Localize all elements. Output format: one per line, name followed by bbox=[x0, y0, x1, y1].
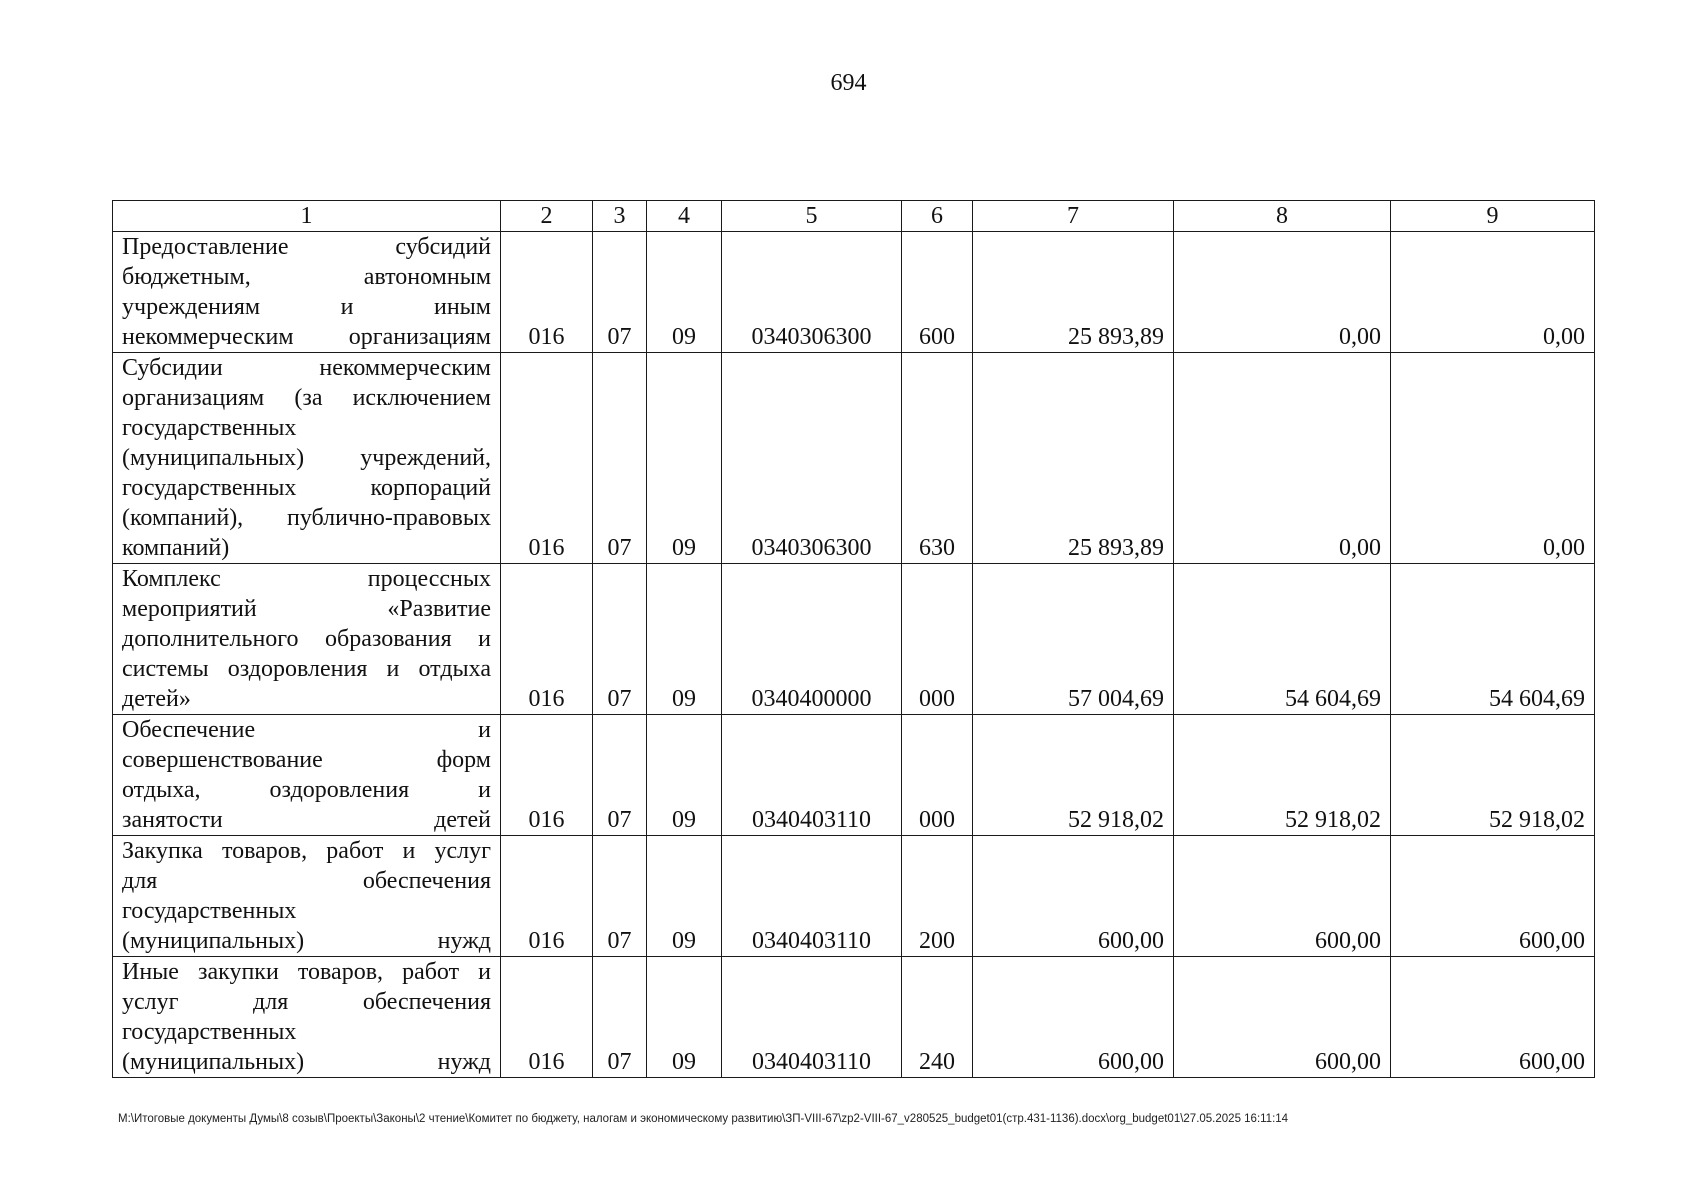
target-article-code: 0340403110 bbox=[722, 715, 902, 836]
row-description bbox=[113, 715, 501, 836]
description-line: государственных bbox=[122, 415, 297, 441]
amount-col7: 600,00 bbox=[973, 836, 1174, 957]
description-line: учреждениям и иным bbox=[122, 294, 491, 320]
description-line: (компаний), публично-правовых bbox=[122, 505, 491, 531]
ministry-code: 016 bbox=[501, 232, 593, 353]
col-header-6: 6 bbox=[902, 201, 973, 232]
amount-col8: 600,00 bbox=[1174, 836, 1391, 957]
ministry-code: 016 bbox=[501, 564, 593, 715]
amount-col8: 52 918,02 bbox=[1174, 715, 1391, 836]
row-description bbox=[113, 957, 501, 1078]
description-line: компаний) bbox=[122, 535, 230, 561]
description-line: дополнительного образования и bbox=[122, 626, 491, 652]
subsection-code: 09 bbox=[647, 232, 722, 353]
description-line: Обеспечение и bbox=[122, 717, 491, 743]
description-line: Комплекс процессных bbox=[122, 566, 491, 592]
amount-col8: 54 604,69 bbox=[1174, 564, 1391, 715]
ministry-code: 016 bbox=[501, 957, 593, 1078]
table-row bbox=[113, 836, 1595, 957]
amount-col9: 600,00 bbox=[1391, 836, 1595, 957]
col-header-8: 8 bbox=[1174, 201, 1391, 232]
amount-col8: 0,00 bbox=[1174, 232, 1391, 353]
target-article-code: 0340306300 bbox=[722, 353, 902, 564]
amount-col9: 0,00 bbox=[1391, 353, 1595, 564]
description-line: (муниципальных) нужд bbox=[122, 1049, 491, 1075]
target-article-code: 0340400000 bbox=[722, 564, 902, 715]
amount-col7: 25 893,89 bbox=[973, 353, 1174, 564]
expense-type-code: 630 bbox=[902, 353, 973, 564]
col-header-1: 1 bbox=[113, 201, 501, 232]
description-line: услуг для обеспечения bbox=[122, 989, 491, 1015]
subsection-code: 09 bbox=[647, 353, 722, 564]
amount-col8: 0,00 bbox=[1174, 353, 1391, 564]
col-header-2: 2 bbox=[501, 201, 593, 232]
description-line: Предоставление субсидий bbox=[122, 234, 491, 260]
description-line: системы оздоровления и отдыха bbox=[122, 656, 491, 682]
amount-col9: 54 604,69 bbox=[1391, 564, 1595, 715]
description-line: государственных bbox=[122, 1019, 297, 1045]
expense-type-code: 600 bbox=[902, 232, 973, 353]
amount-col8: 600,00 bbox=[1174, 957, 1391, 1078]
table-row bbox=[113, 564, 1595, 715]
description-line: для обеспечения bbox=[122, 868, 491, 894]
budget-table bbox=[112, 200, 1595, 1078]
page-number: 694 bbox=[830, 70, 867, 96]
amount-col9: 52 918,02 bbox=[1391, 715, 1595, 836]
description-line: мероприятий «Развитие bbox=[122, 596, 491, 622]
description-line: совершенствование форм bbox=[122, 747, 491, 773]
description-line: детей» bbox=[122, 686, 191, 712]
col-header-7: 7 bbox=[973, 201, 1174, 232]
description-line: (муниципальных) учреждений, bbox=[122, 445, 491, 471]
description-line: занятости детей bbox=[122, 807, 491, 833]
header-row bbox=[113, 201, 1595, 232]
expense-type-code: 000 bbox=[902, 715, 973, 836]
section-code: 07 bbox=[593, 836, 647, 957]
table-row bbox=[113, 957, 1595, 1078]
expense-type-code: 000 bbox=[902, 564, 973, 715]
description-line: Закупка товаров, работ и услуг bbox=[122, 838, 491, 864]
amount-col9: 600,00 bbox=[1391, 957, 1595, 1078]
ministry-code: 016 bbox=[501, 353, 593, 564]
section-code: 07 bbox=[593, 715, 647, 836]
amount-col9: 0,00 bbox=[1391, 232, 1595, 353]
description-line: некоммерческим организациям bbox=[122, 324, 491, 350]
subsection-code: 09 bbox=[647, 957, 722, 1078]
col-header-4: 4 bbox=[647, 201, 722, 232]
section-code: 07 bbox=[593, 232, 647, 353]
section-code: 07 bbox=[593, 957, 647, 1078]
description-line: бюджетным, автономным bbox=[122, 264, 491, 290]
col-header-3: 3 bbox=[593, 201, 647, 232]
amount-col7: 52 918,02 bbox=[973, 715, 1174, 836]
row-description bbox=[113, 353, 501, 564]
section-code: 07 bbox=[593, 353, 647, 564]
description-line: организациям (за исключением bbox=[122, 385, 491, 411]
description-line: Субсидии некоммерческим bbox=[122, 355, 491, 381]
ministry-code: 016 bbox=[501, 715, 593, 836]
row-description bbox=[113, 836, 501, 957]
description-line: (муниципальных) нужд bbox=[122, 928, 491, 954]
col-header-9: 9 bbox=[1391, 201, 1595, 232]
description-line: Иные закупки товаров, работ и bbox=[122, 959, 491, 985]
amount-col7: 57 004,69 bbox=[973, 564, 1174, 715]
ministry-code: 016 bbox=[501, 836, 593, 957]
expense-type-code: 200 bbox=[902, 836, 973, 957]
col-header-5: 5 bbox=[722, 201, 902, 232]
target-article-code: 0340306300 bbox=[722, 232, 902, 353]
section-code: 07 bbox=[593, 564, 647, 715]
row-description bbox=[113, 232, 501, 353]
row-description bbox=[113, 564, 501, 715]
target-article-code: 0340403110 bbox=[722, 957, 902, 1078]
document-path-footer: M:\Итоговые документы Думы\8 созыв\Проекты\Законы\2 чтение\Комитет по бюджету, налогам и экономическому развитию\ЗП-VIII-67\zp2-VIII-67_v280525_budget01(стр.431-1136).docx\org_budget01\27.05.2025 16:11:14 bbox=[118, 1113, 1289, 1125]
subsection-code: 09 bbox=[647, 715, 722, 836]
description-line: государственных корпораций bbox=[122, 475, 491, 501]
amount-col7: 25 893,89 bbox=[973, 232, 1174, 353]
table-row bbox=[113, 232, 1595, 353]
subsection-code: 09 bbox=[647, 564, 722, 715]
table-row bbox=[113, 353, 1595, 564]
table-row bbox=[113, 715, 1595, 836]
target-article-code: 0340403110 bbox=[722, 836, 902, 957]
description-line: государственных bbox=[122, 898, 297, 924]
subsection-code: 09 bbox=[647, 836, 722, 957]
description-line: отдыха, оздоровления и bbox=[122, 777, 491, 803]
amount-col7: 600,00 bbox=[973, 957, 1174, 1078]
expense-type-code: 240 bbox=[902, 957, 973, 1078]
